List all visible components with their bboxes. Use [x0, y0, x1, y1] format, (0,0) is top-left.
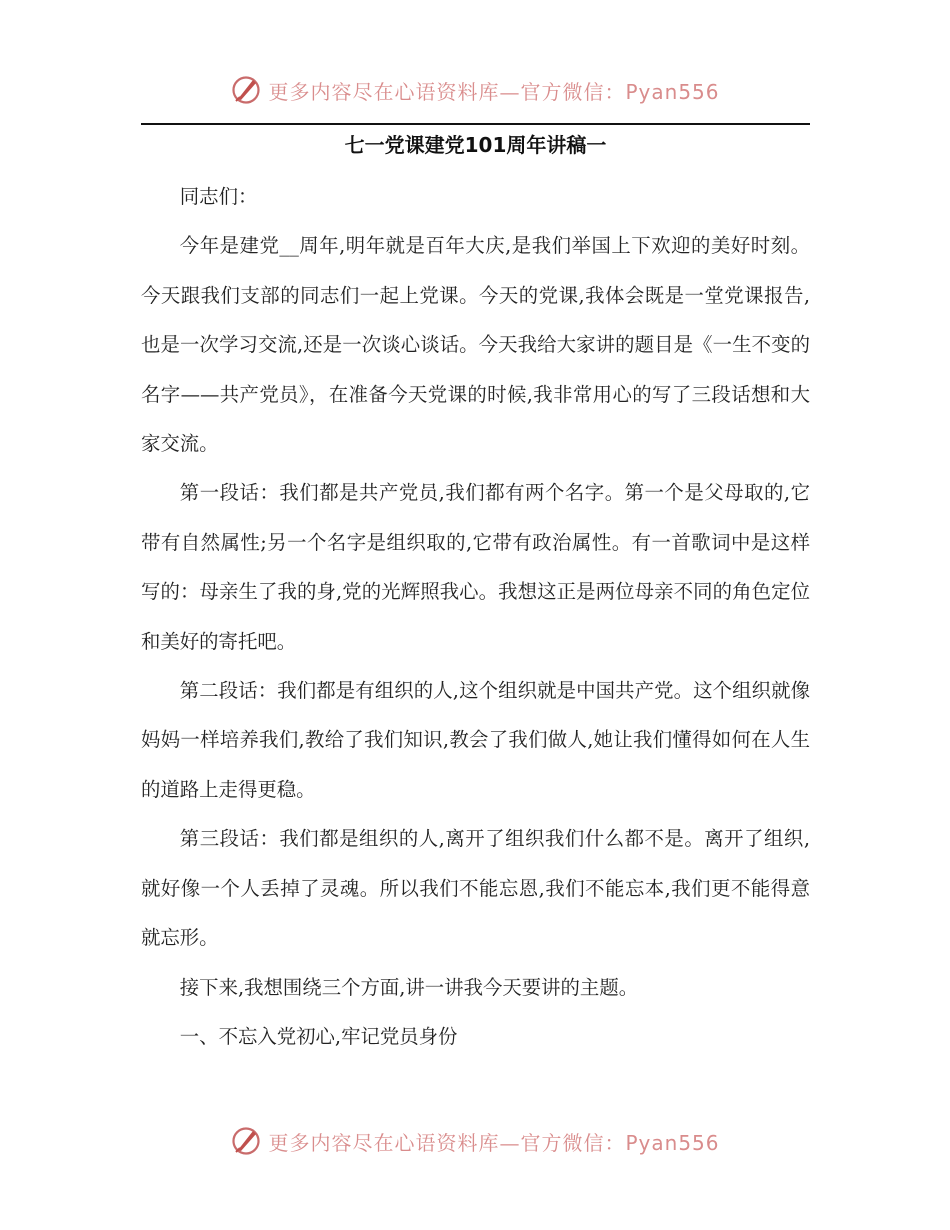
document-title: 七一党课建党101周年讲稿一: [344, 133, 607, 157]
paragraph: 今年是建党__周年,明年就是百年大庆,是我们举国上下欢迎的美好时刻。今天跟我们支部的同志们一起上党课。今天的党课,我体会既是一堂党课报告,也是一次学习交流,还是一次谈心谈话。今天我给大家讲的题目是《一生不变的名字——共产党员》，在准备今天党课的时候,我非常用心的写了三段话想和大家交流。: [141, 234, 810, 456]
watermark-text: 更多内容尽在心语资料库—官方微信：: [268, 1130, 626, 1155]
salutation: 同志们：: [179, 185, 258, 208]
document-body: [141, 172, 810, 1061]
paragraph: 第三段话：我们都是组织的人,离开了组织我们什么都不是。离开了组织,就好像一个人丢掉了灵魂。所以我们不能忘恩,我们不能忘本,我们更不能得意就忘形。: [141, 827, 810, 950]
quill-pen-logo-icon: [230, 74, 262, 106]
quill-pen-logo-icon: [230, 1125, 262, 1157]
header-watermark-banner: [0, 70, 950, 110]
paragraph: 第二段话：我们都是有组织的人,这个组织就是中国共产党。这个组织就像妈妈一样培养我们,教给了我们知识,教会了我们做人,她让我们懂得如何在人生的道路上走得更稳。: [141, 679, 810, 801]
watermark-text: 更多内容尽在心语资料库—官方微信：: [268, 79, 626, 104]
wechat-id: Pyan556: [625, 1130, 720, 1155]
wechat-id: Pyan556: [625, 79, 720, 104]
paragraph: 第一段话：我们都是共产党员,我们都有两个名字。第一个是父母取的,它带有自然属性;另一个名字是组织取的,它带有政治属性。有一首歌词中是这样写的：母亲生了我的身,党的光辉照我心。我想这正是两位母亲不同的角色定位和美好的寄托吧。: [141, 481, 810, 653]
header-rule: [141, 123, 810, 125]
section-heading: 一、不忘入党初心,牢记党员身份: [179, 1024, 458, 1048]
paragraph: 接下来,我想围绕三个方面,讲一讲我今天要讲的主题。: [179, 975, 639, 999]
footer-watermark-banner: [0, 1121, 950, 1161]
